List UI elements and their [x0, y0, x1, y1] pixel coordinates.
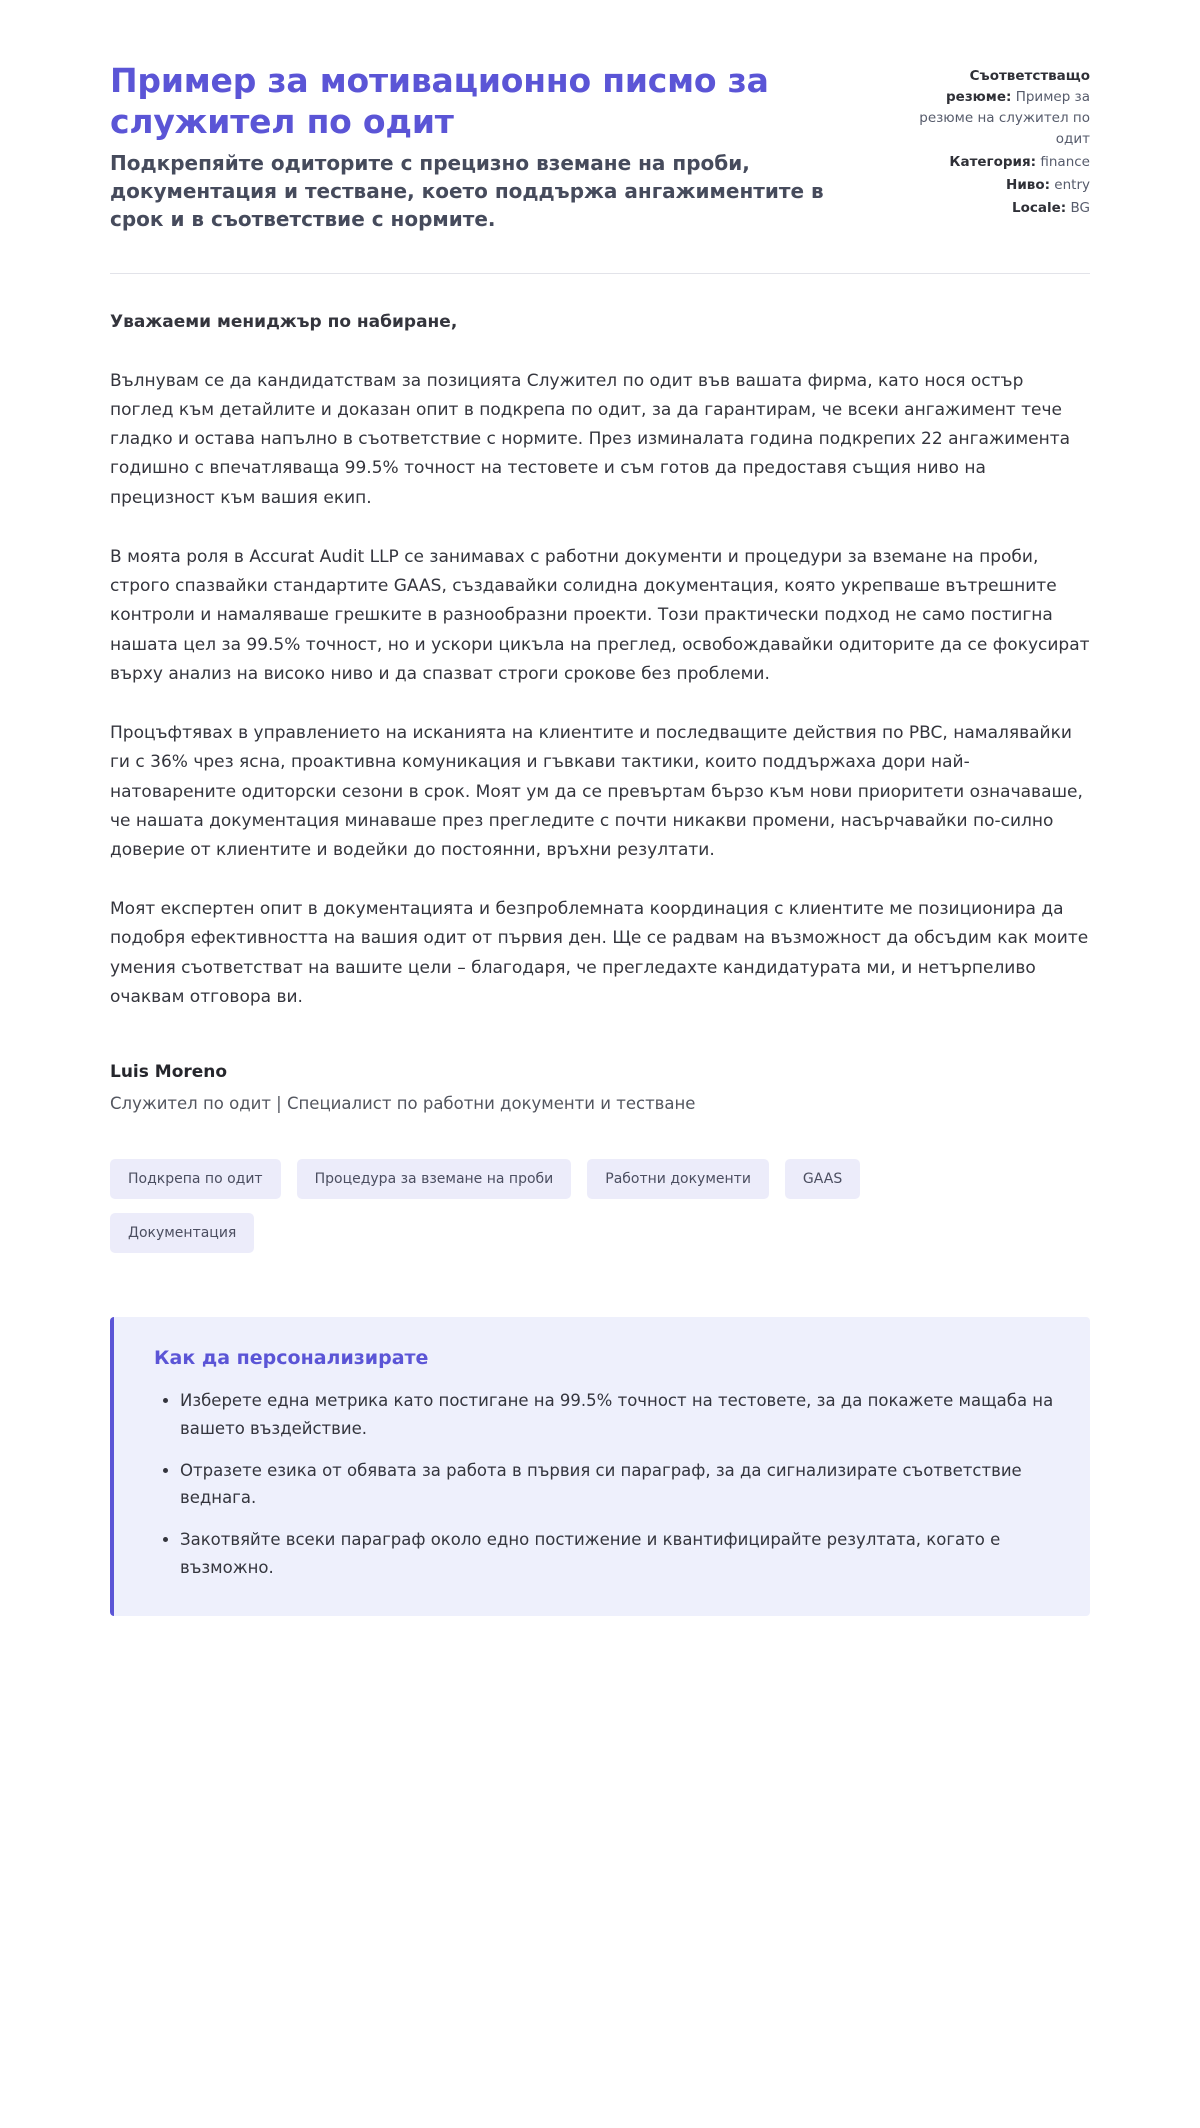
tag-chip[interactable]: Процедура за вземане на проби: [297, 1159, 572, 1199]
header-divider: [110, 273, 1090, 274]
header-title-block: [110, 60, 850, 233]
callout-title: Как да персонализирате: [154, 1347, 429, 1370]
letter-paragraph: В моята роля в Accurat Audit LLP се занимавах с работни документи и процедури за вземане на проби, строго спазвайки стандартите GAAS, създавайки солидна документация, която укрепваше вътрешните контроли и намаляваше грешките в разнообразни проекти. Този практически подход не само постигна нашата цел за 99.5% точност, но и ускори цикъла на преглед, освобождавайки одиторите да се фокусират върху анализ на високо ниво и да спазват строги срокове без проблеми.: [110, 546, 1090, 684]
list-item: • Отразете езика от обявата за работа в първия си параграф, за да сигнализирате съответствие веднага.: [180, 1457, 1054, 1512]
page-subtitle: Подкрепяйте одиторите с прецизно вземане на проби, документация и тестване, което поддържа ангажиментите в срок и в съответствие с нормите.: [110, 150, 824, 231]
metadata-row: [900, 198, 1090, 219]
callout-list: [154, 1387, 1054, 1581]
cover-letter-body: [110, 308, 1090, 1013]
letter-paragraph: Вълнувам се да кандидатствам за позицията Служител по одит във вашата фирма, като нося остър поглед към детайлите и доказан опит в подкрепа по одит, за да гарантирам, че всеки ангажимент тече гладко и остава напълно в съответствие с нормите. През изминалата година подкрепих 22 ангажимента годишно с впечатляваща 99.5% точност на тестовете и съм готов да предоставя същия ниво на прецизност към вашия екип.: [110, 370, 1071, 508]
tag-chip[interactable]: GAAS: [785, 1159, 860, 1199]
metadata-row: [900, 66, 1090, 150]
tag-chip[interactable]: Документация: [110, 1213, 254, 1253]
page-title: Пример за мотивационно писмо за служител по одит: [110, 61, 769, 142]
list-item: • Изберете една метрика като постигане на 99.5% точност на тестовете, за да покажете мащаба на вашето въздействие.: [180, 1387, 1054, 1442]
metadata-row: [900, 175, 1090, 196]
letter-paragraph: Процъфтявах в управлението на исканията на клиентите и последващите действия по PBC, намалявайки ги с 36% чрез ясна, проактивна комуникация и гъвкави тактики, които поддържаха дори най-натоварените одиторски сезони в срок. Моят ум да се превъртам бързо към нови приоритети означаваше, че нашата документация минаваше през прегледите с почти никакви промени, насърчавайки по-силно доверие от клиентите и водейки до постоянни, връхни резултати.: [110, 723, 1083, 861]
metadata-label: Категория:: [949, 153, 1037, 170]
document-header: [110, 60, 1090, 233]
signature-block: [110, 1062, 1090, 1113]
letter-salutation: Уважаеми мениджър по набиране,: [110, 311, 458, 332]
metadata-value: entry: [1054, 176, 1090, 193]
metadata-label: Съответстващо резюме:: [946, 68, 1090, 105]
metadata-value: finance: [1040, 153, 1090, 170]
letter-paragraph: Моят експертен опит в документацията и безпроблемната координация с клиентите ме позиционира да подобря ефективността на вашия одит от първия ден. Ще се радвам на възможност да обсъдим как моите умения съответстват на вашите цели – благодаря, че прегледахте кандидатурата ми, и нетърпеливо очаквам отговора ви.: [110, 899, 1089, 1007]
metadata-label: Ниво:: [1006, 176, 1050, 193]
signature-name: Luis Moreno: [110, 1062, 228, 1083]
metadata-value: BG: [1070, 199, 1090, 216]
metadata-row: [900, 152, 1090, 173]
metadata-value: Пример за резюме на служител по одит: [919, 88, 1090, 147]
personalization-callout: [110, 1317, 1090, 1615]
list-item: • Закотвяйте всеки параграф около едно постижение и квантифицирайте резултата, когато е възможно.: [180, 1526, 1054, 1581]
tag-chip[interactable]: Работни документи: [587, 1159, 769, 1199]
tag-list: [110, 1159, 1000, 1253]
signature-role: Служител по одит | Специалист по работни документи и тестване: [110, 1094, 696, 1114]
metadata-label: Locale:: [1012, 199, 1067, 216]
document-metadata: [900, 60, 1090, 220]
tag-chip[interactable]: Подкрепа по одит: [110, 1159, 281, 1199]
